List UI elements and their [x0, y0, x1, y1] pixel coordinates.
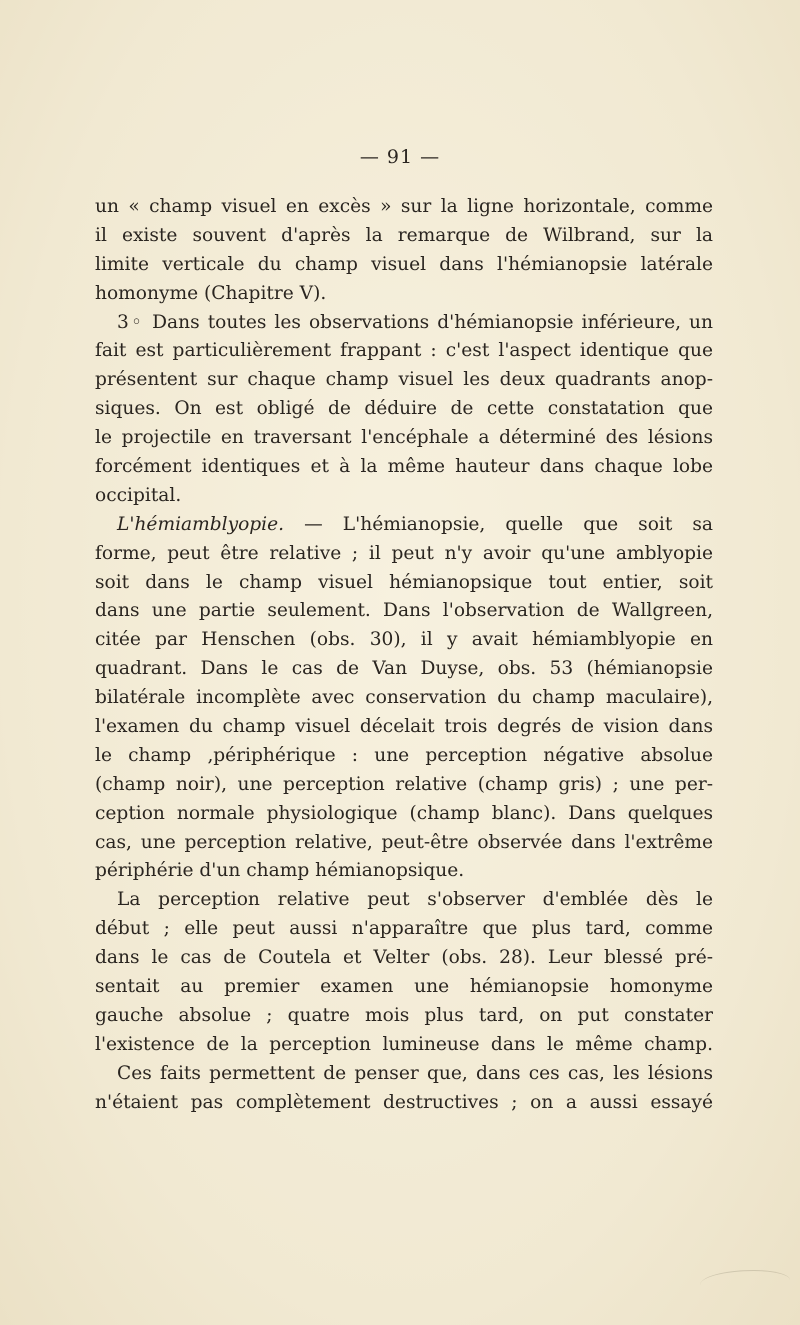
- text-line: La perception relative peut s'observer d'emblée dès le: [117, 889, 713, 911]
- text-line: Ces faits permettent de penser que, dans ces cas, les lésions: [117, 1062, 713, 1084]
- text-line: siques. On est obligé de déduire de cette constatation que: [95, 398, 713, 420]
- text-line: sentait au premier examen une hémianopsie homonyme: [95, 976, 713, 998]
- text-line: il existe souvent d'après la remarque de Wilbrand, sur la: [95, 224, 713, 246]
- text-line: forcément identiques et à la même hauteur dans chaque lobe: [95, 456, 713, 478]
- text-line: fait est particulièrement frappant : c'est l'aspect identique que: [95, 340, 713, 362]
- text-line: présentent sur chaque champ visuel les deux quadrants anop-: [95, 369, 713, 391]
- paper-mark: [700, 1270, 790, 1295]
- text-line-continuation: — L'hémianopsie, quelle que soit sa: [304, 513, 713, 535]
- text-line: le champ ‚périphérique : une perception négative absolue: [95, 744, 713, 766]
- text-line: (champ noir), une perception relative (champ gris) ; une per-: [95, 773, 713, 795]
- text-line: le projectile en traversant l'encéphale a déterminé des lésions: [95, 427, 713, 449]
- section-heading-line: [95, 511, 713, 540]
- text-line: gauche absolue ; quatre mois plus tard, on put constater: [95, 1004, 713, 1026]
- text-line: citée par Henschen (obs. 30), il y avait hémiamblyopie en: [95, 629, 713, 651]
- section-heading: L'hémiamblyopie.: [117, 513, 285, 535]
- text-line: forme, peut être relative ; il peut n'y avoir qu'une amblyopie: [95, 542, 713, 564]
- body-text: [95, 193, 713, 1118]
- text-line: 3◦ Dans toutes les observations d'hémianopsie inférieure, un: [117, 311, 713, 333]
- text-line: l'existence de la perception lumineuse dans le même champ.: [95, 1033, 713, 1055]
- text-line: ception normale physiologique (champ blanc). Dans quelques: [95, 802, 713, 824]
- text-line: cas, une perception relative, peut-être observée dans l'extrême: [95, 831, 713, 853]
- text-line: l'examen du champ visuel décelait trois degrés de vision dans: [95, 716, 713, 738]
- text-line: homonyme (Chapitre V).: [95, 282, 327, 304]
- text-line: bilatérale incomplète avec conservation du champ maculaire),: [95, 687, 713, 709]
- text-line: n'étaient pas complètement destructives ; on a aussi essayé: [95, 1091, 713, 1113]
- text-line: occipital.: [95, 484, 182, 506]
- text-line: quadrant. Dans le cas de Van Duyse, obs. 53 (hémianopsie: [95, 658, 713, 680]
- text-line: limite verticale du champ visuel dans l'hémianopsie latérale: [95, 253, 713, 275]
- text-line: périphérie d'un champ hémianopsique.: [95, 860, 465, 882]
- text-line: dans une partie seulement. Dans l'observation de Wallgreen,: [95, 600, 713, 622]
- text-line: dans le cas de Coutela et Velter (obs. 28). Leur blessé pré-: [95, 947, 713, 969]
- text-line: soit dans le champ visuel hémianopsique tout entier, soit: [95, 571, 713, 593]
- page-number: — 91 —: [359, 146, 441, 168]
- text-line: un « champ visuel en excès » sur la ligne horizontale, comme: [95, 196, 713, 217]
- text-line: début ; elle peut aussi n'apparaître que plus tard, comme: [95, 918, 713, 940]
